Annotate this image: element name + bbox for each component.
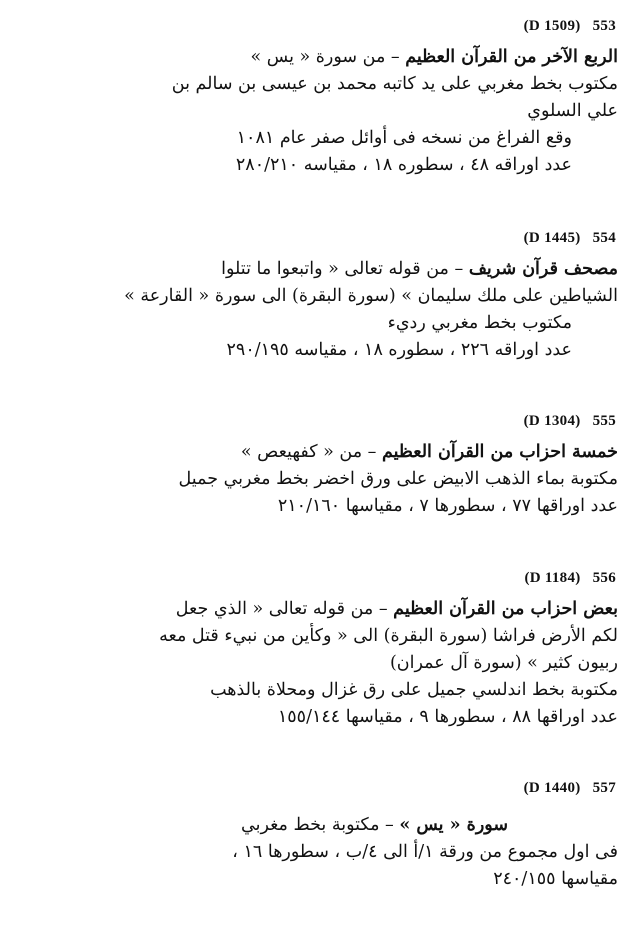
entry-body xyxy=(18,44,618,179)
entry-title: خمسة احزاب من القرآن العظيم xyxy=(381,442,618,462)
entry-line: مكتوبة بماء الذهب الابيض على ورق اخضر بخط مغربي جميل xyxy=(178,469,618,489)
manuscript-ref: (D 1184) xyxy=(524,570,581,586)
entry-line: ربيون كثير » (سورة آل عمران) xyxy=(389,653,618,673)
entry-line: عدد اوراقه ٢٢٦ ، سطوره ١٨ ، مقياسه ٢٩٠/١٩٥ xyxy=(226,340,572,360)
entry-title-rest: – من « كفهيعص » xyxy=(240,442,382,462)
entry-header xyxy=(524,413,616,430)
entry-body xyxy=(18,256,618,364)
entry-line: وقع الفراغ من نسخه فى أوائل صفر عام ١٠٨١ xyxy=(236,128,572,148)
entry-header xyxy=(524,780,616,797)
entry-number: 557 xyxy=(592,780,616,796)
entry-title-line xyxy=(18,439,618,466)
entry-body xyxy=(18,439,618,520)
entry-number: 556 xyxy=(592,570,616,586)
entry-line: عدد اوراقها ٧٧ ، سطورها ٧ ، مقياسها ٢١٠/١٦٠ xyxy=(277,496,618,516)
entry-line: مقياسها ٢٤٠/١٥٥ xyxy=(493,869,618,889)
entry-line: مكتوبة بخط اندلسي جميل على رق غزال ومحلاة بالذهب xyxy=(210,680,618,700)
entry-title-line xyxy=(18,256,618,283)
entry-body xyxy=(18,596,618,731)
entry-header xyxy=(524,230,616,247)
entry-header xyxy=(524,570,616,587)
entry-line: مكتوب بخط مغربي رديء xyxy=(387,313,572,333)
entry-title: سورة « يس » xyxy=(399,815,508,835)
entry-header xyxy=(524,18,616,35)
entry-line: عدد اوراقه ٤٨ ، سطوره ١٨ ، مقياسه ٢٨٠/٢١٠ xyxy=(235,155,572,175)
entry-line: علي السلوي xyxy=(527,101,618,121)
entry-title-line xyxy=(18,812,618,839)
entry-number: 555 xyxy=(592,413,616,429)
entry-line: فى اول مجموع من ورقة ١/أ الى ٤/ب ، سطورها ١٦ ، xyxy=(232,842,618,862)
entry-body xyxy=(18,812,618,893)
entry-title-line xyxy=(18,596,618,623)
entry-title-rest: – مكتوبة بخط مغربي xyxy=(241,815,400,835)
entry-title-rest: – من قوله تعالى « الذي جعل xyxy=(175,599,394,619)
entry-line: الشياطين على ملك سليمان » (سورة البقرة) الى سورة « القارعة » xyxy=(124,286,618,306)
entry-title-rest: – من سورة « يس » xyxy=(250,47,406,67)
entry-number: 553 xyxy=(592,18,616,34)
entry-number: 554 xyxy=(592,230,616,246)
manuscript-ref: (D 1509) xyxy=(523,18,581,34)
entry-title: مصحف قرآن شريف xyxy=(468,259,618,279)
entry-title: بعض احزاب من القرآن العظيم xyxy=(393,599,618,619)
manuscript-ref: (D 1445) xyxy=(523,230,581,246)
entry-line: مكتوب بخط مغربي على يد كاتبه محمد بن عيسى بن سالم بن xyxy=(171,74,618,94)
manuscript-ref: (D 1304) xyxy=(523,413,581,429)
entry-line: لكم الأرض فراشا (سورة البقرة) الى « وكأين من نبيء قتل معه xyxy=(159,626,618,646)
entry-title: الربع الآخر من القرآن العظيم xyxy=(405,47,618,67)
entry-title-rest: – من قوله تعالى « واتبعوا ما تتلوا xyxy=(221,259,469,279)
manuscript-ref: (D 1440) xyxy=(523,780,581,796)
entry-title-line xyxy=(18,44,618,71)
entry-line: عدد اوراقها ٨٨ ، سطورها ٩ ، مقياسها ١٥٥/١٤٤ xyxy=(277,707,618,727)
